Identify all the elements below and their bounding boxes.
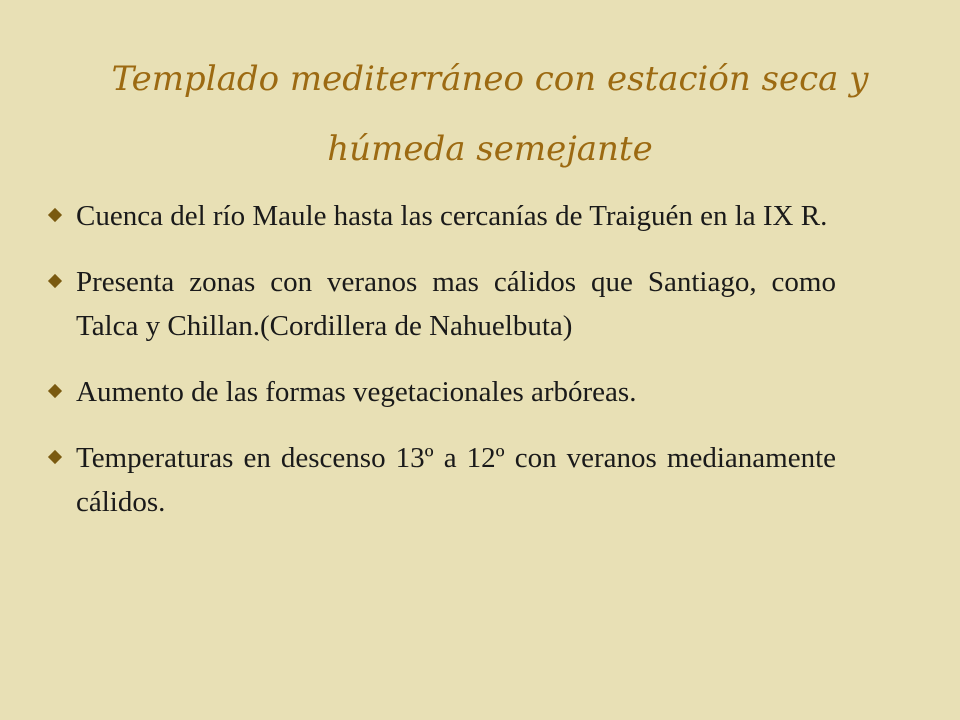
diamond-bullet-icon <box>48 208 62 222</box>
bullet-text: Temperaturas en descenso 13º a 12º con veranos medianamente cálidos. <box>76 442 836 518</box>
diamond-bullet-icon <box>48 450 62 464</box>
bullet-item <box>44 194 836 238</box>
diamond-bullet-icon <box>48 384 62 398</box>
bullet-item <box>44 260 836 348</box>
diamond-bullet-icon <box>48 274 62 288</box>
slide-title: Templado mediterráneo con estación seca y húmeda semejante <box>111 59 869 169</box>
bullet-item <box>44 370 836 414</box>
bullet-text: Cuenca del río Maule hasta las cercanías de Traiguén en la IX R. <box>76 200 828 232</box>
bullet-list <box>44 194 836 546</box>
bullet-item <box>44 436 836 524</box>
bullet-text: Aumento de las formas vegetacionales arbóreas. <box>76 376 637 408</box>
bullet-text: Presenta zonas con veranos mas cálidos que Santiago, como Talca y Chillan.(Cordillera de Nahuelbuta) <box>76 266 836 342</box>
